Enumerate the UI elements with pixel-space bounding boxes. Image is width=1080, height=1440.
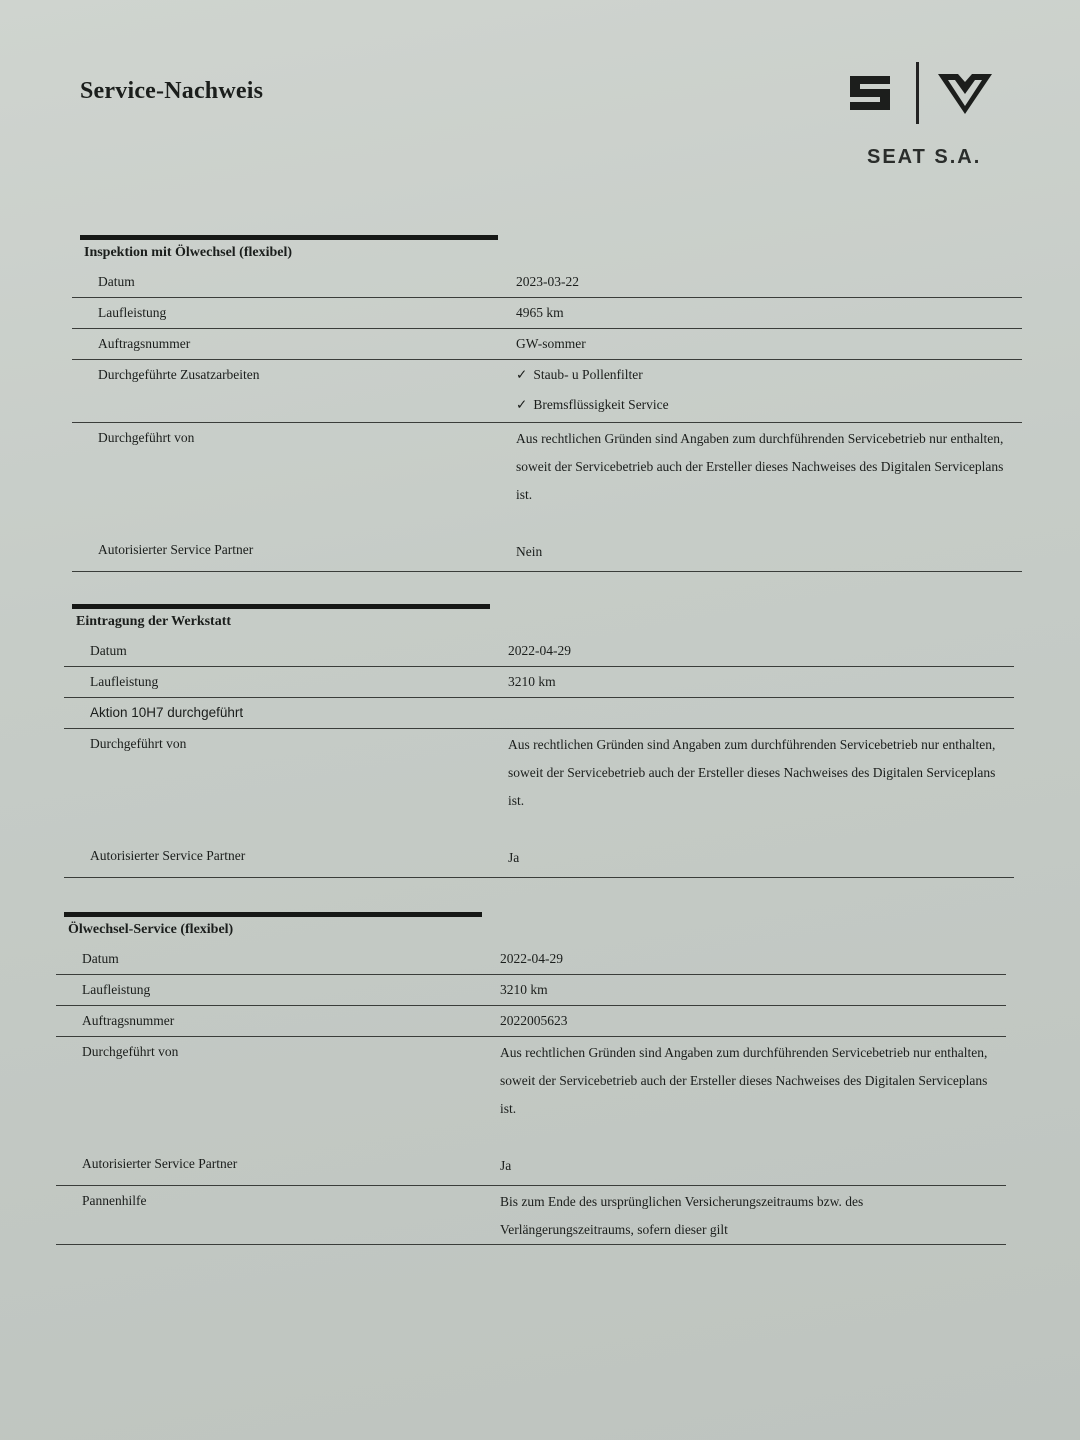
row-label: Datum (90, 643, 127, 658)
row-label: Auftragsnummer (82, 1013, 175, 1028)
row-label: Durchgeführt von (82, 1044, 179, 1059)
logo-area (840, 62, 1010, 172)
section-title: Ölwechsel-Service (flexibel) (68, 922, 234, 937)
row-durchgefuehrt-partner (72, 423, 1022, 572)
row-zusatzarbeiten (72, 360, 1022, 423)
row-value: Aus rechtlichen Gründen sind Angaben zum durchführenden Servicebetrieb nur enthalten, soweit der Servicebetrieb auch der Ersteller dieses Nachweises des Digitalen Serviceplans ist. (508, 737, 996, 808)
logo-divider (916, 62, 919, 124)
seat-logo-icon (846, 72, 894, 114)
zusatzarbeit-label: Staub- u Pollenfilter (533, 367, 643, 382)
row-label: Datum (98, 274, 135, 289)
row-value: 3210 km (508, 674, 556, 689)
row-value (516, 360, 1022, 420)
section-divider (64, 912, 482, 917)
row-value: 3210 km (500, 982, 548, 997)
section-rows (72, 267, 1022, 572)
check-icon: ✓ (516, 397, 528, 413)
row-datum (72, 267, 1022, 298)
partner-value: Ja (508, 850, 520, 865)
section-rows (56, 944, 1006, 1245)
partner-value: Nein (516, 544, 543, 559)
section-divider (80, 235, 498, 240)
row-datum (56, 944, 1006, 975)
row-value: 2023-03-22 (516, 274, 579, 289)
partner-label: Autorisierter Service Partner (82, 1156, 238, 1171)
partner-label: Autorisierter Service Partner (98, 542, 254, 557)
row-durchgefuehrt-partner (56, 1037, 1006, 1186)
row-value: 4965 km (516, 305, 564, 320)
section-divider (72, 604, 490, 609)
row-label: Laufleistung (90, 674, 159, 689)
row-auftragsnummer (72, 329, 1022, 360)
row-label: Durchgeführte Zusatzarbeiten (98, 367, 260, 382)
row-durchgefuehrt-partner (64, 729, 1014, 878)
row-value (508, 698, 1014, 728)
row-value: GW-sommer (516, 336, 586, 351)
zusatzarbeit-label: Bremsflüssigkeit Service (533, 397, 669, 412)
partner-value: Ja (500, 1158, 512, 1173)
row-value: Bis zum Ende des ursprünglichen Versicherungszeitraums bzw. des Verlängerungszeitraums, sofern dieser gilt (500, 1194, 864, 1237)
row-datum (64, 636, 1014, 667)
row-label: Durchgeführt von (98, 430, 195, 445)
row-label: Pannenhilfe (82, 1193, 147, 1208)
partner-label: Autorisierter Service Partner (90, 848, 246, 863)
row-laufleistung (64, 667, 1014, 698)
cupra-logo-icon (936, 70, 994, 116)
row-value: 2022-04-29 (500, 951, 563, 966)
brand-name: SEAT S.A. (867, 146, 982, 168)
row-label: Durchgeführt von (90, 736, 187, 751)
row-label: Laufleistung (98, 305, 167, 320)
row-laufleistung (72, 298, 1022, 329)
row-value: 2022005623 (500, 1013, 568, 1028)
section-title: Eintragung der Werkstatt (76, 614, 232, 629)
row-aktion (64, 698, 1014, 729)
row-pannenhilfe (56, 1186, 1006, 1245)
row-label: Datum (82, 951, 119, 966)
zusatzarbeit-item (516, 390, 1006, 420)
row-auftragsnummer (56, 1006, 1006, 1037)
row-value: Aus rechtlichen Gründen sind Angaben zum durchführenden Servicebetrieb nur enthalten, soweit der Servicebetrieb auch der Ersteller dieses Nachweises des Digitalen Serviceplans ist. (500, 1045, 988, 1116)
row-laufleistung (56, 975, 1006, 1006)
check-icon: ✓ (516, 367, 528, 383)
row-value: Aus rechtlichen Gründen sind Angaben zum durchführenden Servicebetrieb nur enthalten, soweit der Servicebetrieb auch der Ersteller dieses Nachweises des Digitalen Serviceplans ist. (516, 431, 1004, 502)
page-title: Service-Nachweis (80, 78, 264, 104)
section-rows (64, 636, 1014, 878)
section-title: Inspektion mit Ölwechsel (flexibel) (84, 245, 293, 260)
row-label: Auftragsnummer (98, 336, 191, 351)
row-value: 2022-04-29 (508, 643, 571, 658)
row-label: Aktion 10H7 durchgeführt (90, 705, 244, 720)
row-label: Laufleistung (82, 982, 151, 997)
zusatzarbeit-item (516, 360, 1006, 390)
